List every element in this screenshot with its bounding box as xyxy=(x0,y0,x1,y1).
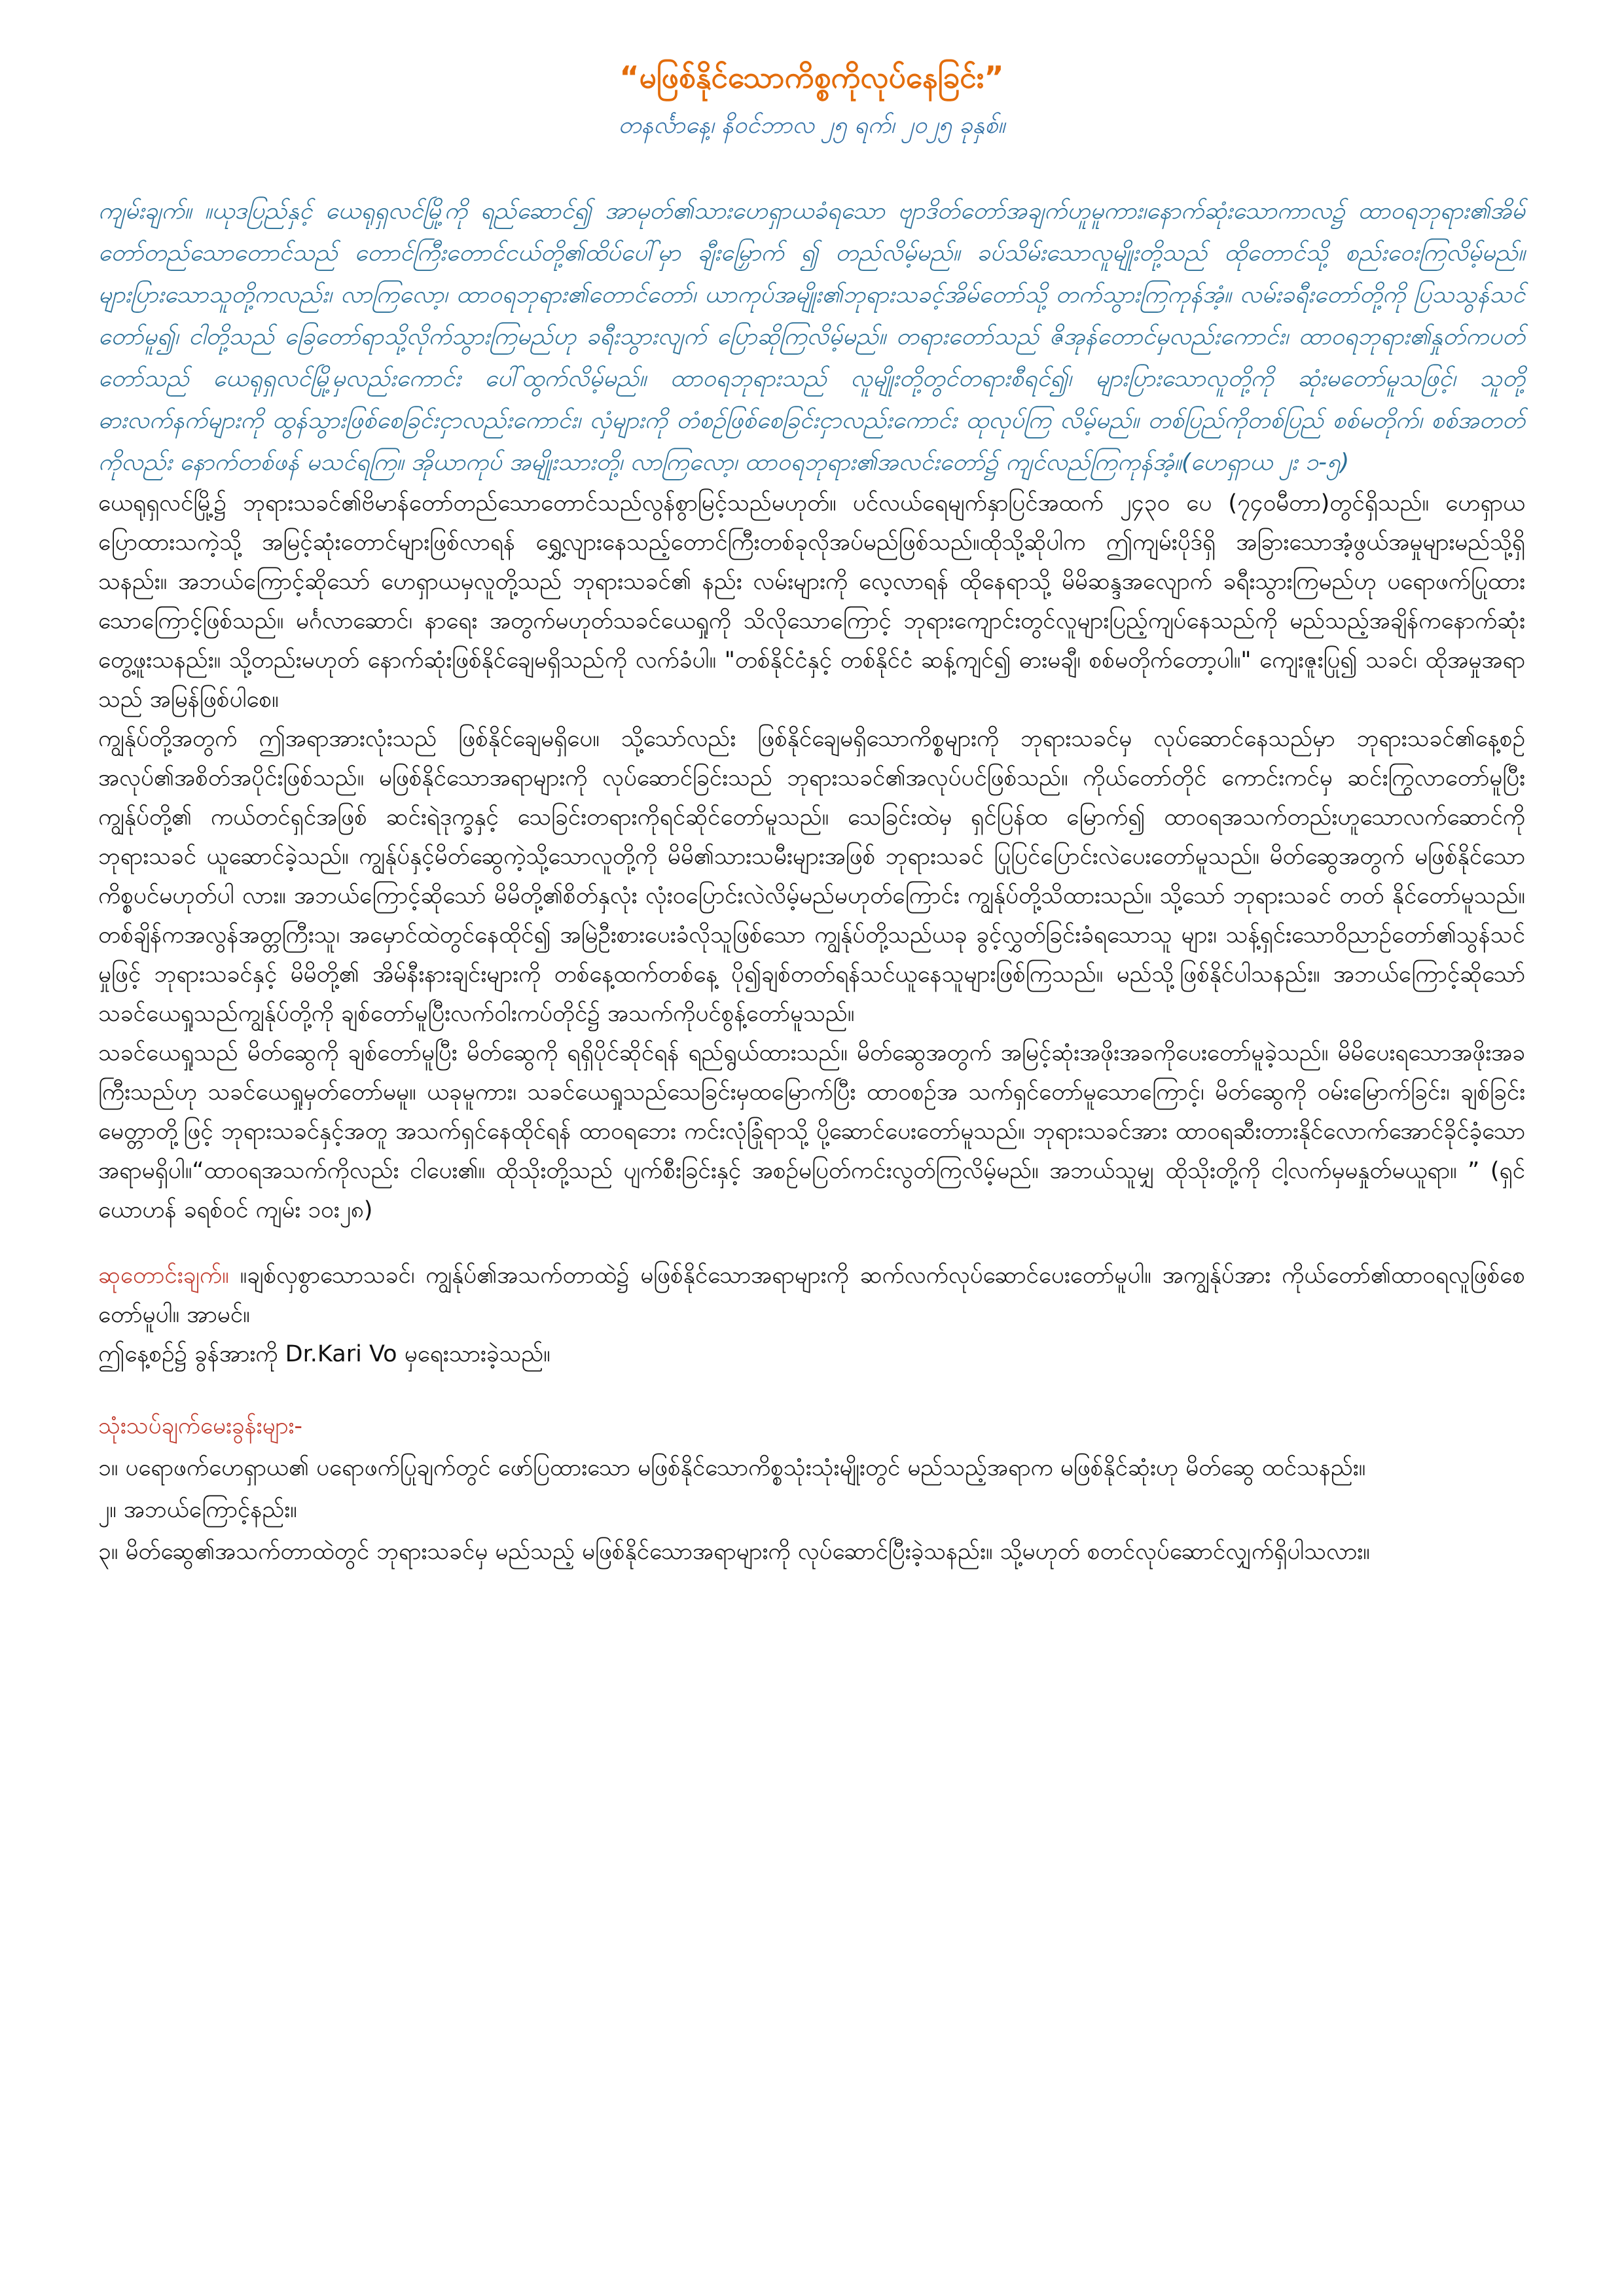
body-paragraph-1: ယေရုရှလင်မြို့၌ ဘုရားသခင်၏ဗိမာန်တော်တည်သောတောင်သည်လွန်စွာမြင့်သည်မဟုတ်။ ပင်လယ်ရေမျက်နှာပြင်အထက် ၂၄၃၀ ပေ (၇၄၀မီတာ)တွင်ရှိသည်။ ဟေရှာယပြောထားသကဲ့သို့ အမြင့်ဆုံးတောင်များဖြစ်လာရန် ရွှေ့လျားနေသည့်တောင်ကြီးတစ်ခုလိုအပ်မည်ဖြစ်သည်။ထိုသို့ဆိုပါက ဤကျမ်းပိုဒ်ရှိ အခြားသောအံ့ဖွယ်အမှုများမည်သို့ရှိသနည်း။ အဘယ်ကြောင့်ဆိုသော် ဟေရှာယမှလူတို့သည် ဘုရားသခင်၏ နည်း လမ်းများကို လေ့လာရန် ထိုနေရာသို့ မိမိဆန္ဒအလျောက် ခရီးသွားကြမည်ဟု ပရောဖက်ပြုထားသောကြောင့်ဖြစ်သည်။ မင်္ဂလာဆောင်၊ နာရေး အတွက်မဟုတ်သခင်ယေရှုကို သိလိုသောကြောင့် ဘုရားကျောင်းတွင်လူများပြည့်ကျပ်နေသည်ကို မည်သည့်အချိန်ကနောက်ဆုံးတွေ့ဖူးသနည်း။ သို့တည်းမဟုတ် နောက်ဆုံးဖြစ်နိုင်ချေမရှိသည်ကို လက်ခံပါ။ "တစ်နိုင်ငံနှင့် တစ်နိုင်ငံ ဆန့်ကျင်၍ ဓားမချီ၊ စစ်မတိုက်တော့ပါ။" ကျေးဇူးပြု၍ သခင်၊ ထိုအမှုအရာသည် အမြန်ဖြစ်ပါစေ။ xyxy=(98,490,1525,713)
prayer-label: ဆုတောင်းချက်။ xyxy=(98,1263,229,1289)
body-paragraph-2: ကျွန်ုပ်တို့အတွက် ဤအရာအားလုံးသည် ဖြစ်နိုင်ချေမရှိပေ။ သို့သော်လည်း ဖြစ်နိုင်ချေမရှိသောကိစ္စများကို ဘုရားသခင်မှ လုပ်ဆောင်နေသည်မှာ ဘုရားသခင်၏နေ့စဉ်အလုပ်၏အစိတ်အပိုင်းဖြစ်သည်။ မဖြစ်နိုင်သောအရာများကို လုပ်ဆောင်ခြင်းသည် ဘုရားသခင်၏အလုပ်ပင်ဖြစ်သည်။ ကိုယ်တော်တိုင် ကောင်းကင်မှ ဆင်းကြွလာတော်မူပြီးကျွန်ုပ်တို့၏ ကယ်တင်ရှင်အဖြစ် ဆင်းရဲဒုက္ခနှင့် သေခြင်းတရားကိုရင်ဆိုင်တော်မူသည်။ သေခြင်းထဲမှ ရှင်ပြန်ထ မြောက်၍ ထာဝရအသက်တည်းဟူသောလက်ဆောင်ကို ဘုရားသခင် ယူဆောင်ခဲ့သည်။ ကျွန်ုပ်နှင့်မိတ်ဆွေကဲ့သို့သောလူတို့ကို မိမိ၏သားသမီးများအဖြစ် ဘုရားသခင် ပြုပြင်ပြောင်းလဲပေးတော်မူသည်။ မိတ်ဆွေအတွက် မဖြစ်နိုင်သောကိစ္စပင်မဟုတ်ပါ လား။ အဘယ်ကြောင့်ဆိုသော် မိမိတို့၏စိတ်နှလုံး လုံးဝပြောင်းလဲလိမ့်မည်မဟုတ်ကြောင်း ကျွန်ုပ်တို့သိထားသည်။ သို့သော် ဘုရားသခင် တတ် နိုင်တော်မူသည်။ တစ်ချိန်ကအလွန်အတ္တကြီးသူ၊ အမှောင်ထဲတွင်နေထိုင်၍ အမြဲဦးစားပေးခံလိုသူဖြစ်သော ကျွန်ုပ်တို့သည်ယခု ခွင့်လွှတ်ခြင်းခံရသောသူ များ၊ သန့်ရှင်းသောဝိညာဉ်တော်၏သွန်သင်မှုဖြင့် ဘုရားသခင်နှင့် မိမိတို့၏ အိမ်နီးနားချင်းများကို တစ်နေ့ထက်တစ်နေ့ ပို၍ချစ်တတ်ရန်သင်ယူနေသူများဖြစ်ကြသည်။ မည်သို့ဖြစ်နိုင်ပါသနည်း။ အဘယ်ကြောင့်ဆိုသော် သခင်ယေရှုသည်ကျွန်ုပ်တို့ကို ချစ်တော်မူပြီးလက်ဝါးကပ်တိုင်၌ အသက်ကိုပင်စွန့်တော်မူသည်။ xyxy=(98,726,1525,1027)
document-page xyxy=(98,46,1525,1571)
author-note: ဤနေ့စဉ်၌ ခွန်အားကို Dr.Kari Vo မှရေးသားခဲ့သည်။ xyxy=(98,1341,550,1367)
scripture-passage: ကျမ်းချက်။ ။ယုဒပြည်နှင့် ယေရုရှလင်မြို့ကို ရည်ဆောင်၍ အာမုတ်၏သားဟေရှာယခံရသော ဗျာဒိတ်တော်အချက်ဟူမူကား၊နောက်ဆုံးသောကာလ၌ ထာဝရဘုရား၏အိမ်တော်တည်သောတောင်သည် တောင်ကြီးတောင်ငယ်တို့၏ထိပ်ပေါ်မှာ ချီးမြှောက် ၍ တည်လိမ့်မည်။ ခပ်သိမ်းသောလူမျိုးတို့သည် ထိုတောင်သို့ စည်းဝေးကြလိမ့်မည်။များပြားသောသူတို့ကလည်း၊ လာကြလော့၊ ထာဝရဘုရား၏တောင်တော်၊ ယာကုပ်အမျိုး၏ဘုရားသခင့်အိမ်တော်သို့ တက်သွားကြကုန်အံ့။ လမ်းခရီးတော်တို့ကို ပြသသွန်သင်တော်မူ၍၊ ငါတို့သည် ခြေတော်ရာသို့လိုက်သွားကြမည်ဟု ခရီးသွားလျက် ပြောဆိုကြလိမ့်မည်။ တရားတော်သည် ဇိအုန်တောင်မှလည်းကောင်း၊ ထာဝရဘုရား၏နှုတ်ကပတ်တော်သည် ယေရုရှလင်မြို့မှလည်းကောင်း ပေါ်ထွက်လိမ့်မည်။ ထာဝရဘုရားသည် လူမျိုးတို့တွင်တရားစီရင်၍၊ များပြားသောလူတို့ကို ဆုံးမတော်မူသဖြင့်၊ သူတို့ ဓားလက်နက်များကို ထွန်သွားဖြစ်စေခြင်းငှာလည်းကောင်း၊ လှံများကို တံစဉ်ဖြစ်စေခြင်းငှာလည်းကောင်း ထုလုပ်ကြ လိမ့်မည်။ တစ်ပြည်ကိုတစ်ပြည် စစ်မတိုက်၊ စစ်အတတ်ကိုလည်း နောက်တစ်ဖန် မသင်ရကြ။ အိုယာကုပ် အမျိုးသားတို့၊ လာကြလော့၊ ထာဝရဘုရား၏အလင်းတော်၌ ကျင်လည်ကြကုန်အံ့။(ဟေရှာယ ၂း ၁-၅) xyxy=(98,198,1525,476)
question-item-3: ၃။ မိတ်ဆွေ၏အသက်တာထဲတွင် ဘုရားသခင်မှ မည်သည့် မဖြစ်နိုင်သောအရာများကို လုပ်ဆောင်ပြီးခဲ့သနည်း။ သို့မဟုတ် စတင်လုပ်ဆောင်လျှက်ရှိပါသလား။ xyxy=(98,1539,1370,1565)
prayer-section xyxy=(98,1256,1525,1335)
body-paragraph-3: သခင်ယေရှုသည် မိတ်ဆွေကို ချစ်တော်မူပြီး မိတ်ဆွေကို ရရှိပိုင်ဆိုင်ရန် ရည်ရွယ်ထားသည်။ မိတ်ဆွေအတွက် အမြင့်ဆုံးအဖိုးအခကိုပေးတော်မူခဲ့သည်။ မိမိပေးရသောအဖိုးအခကြီးသည်ဟု သခင်ယေရှုမှတ်တော်မမူ။ ယခုမူကား၊ သခင်ယေရှုသည်သေခြင်းမှထမြောက်ပြီး ထာဝစဉ်အ သက်ရှင်တော်မူသောကြောင့်၊ မိတ်ဆွေကို ဝမ်းမြောက်ခြင်း၊ ချစ်ခြင်းမေတ္တာတို့ဖြင့် ဘုရားသခင်နှင့်အတူ အသက်ရှင်နေထိုင်ရန် ထာဝရဘေး ကင်းလုံခြုံရာသို့ ပို့ဆောင်ပေးတော်မူသည်။ ဘုရားသခင်အား ထာဝရဆီးတားနိုင်လောက်အောင်ခိုင်ခံ့သောအရာမရှိပါ။“ထာဝရအသက်ကိုလည်း ငါပေး၏။ ထိုသိုးတို့သည် ပျက်စီးခြင်းနှင့် အစဉ်မပြတ်ကင်းလွတ်ကြလိမ့်မည်။ အဘယ်သူမျှ ထိုသိုးတို့ကို ငါ့လက်မှမနှုတ်မယူရာ။ ” (ရှင်ယောဟန် ခရစ်ဝင် ကျမ်း ၁၀း၂၈) xyxy=(98,1040,1525,1223)
page-title: “မဖြစ်နိုင်သောကိစ္စကိုလုပ်နေခြင်း” xyxy=(619,60,1004,95)
question-item-2: ၂။ အဘယ်ကြောင့်နည်း။ xyxy=(98,1497,297,1523)
question-item-1: ၁။ ပရောဖက်ဟေရှာယ၏ ပရောဖက်ပြုချက်တွင် ဖော်ပြထားသော မဖြစ်နိုင်သောကိစ္စသုံးသုံးမျိုးတွင် မည်သည့်အရာက မဖြစ်နိုင်ဆုံးဟု မိတ်ဆွေ ထင်သနည်း။ xyxy=(98,1455,1366,1481)
questions-heading: သုံးသပ်ချက်မေးခွန်းများ- xyxy=(98,1413,303,1439)
prayer-text: ။ချစ်လှစွာသောသခင်၊ ကျွန်ုပ်၏အသက်တာထဲ၌ မဖြစ်နိုင်သောအရာများကို ဆက်လက်လုပ်ဆောင်ပေးတော်မူပါ။ အကျွန်ုပ်အား ကိုယ်တော်၏ထာဝရလူဖြစ်စေတော်မူပါ။ အာမင်။ xyxy=(98,1263,1525,1328)
date-line: တနင်္လာနေ့၊ နိဝင်ဘာလ ၂၅ ရက်၊ ၂၀၂၅ ခုနှစ်။ xyxy=(618,112,1005,139)
